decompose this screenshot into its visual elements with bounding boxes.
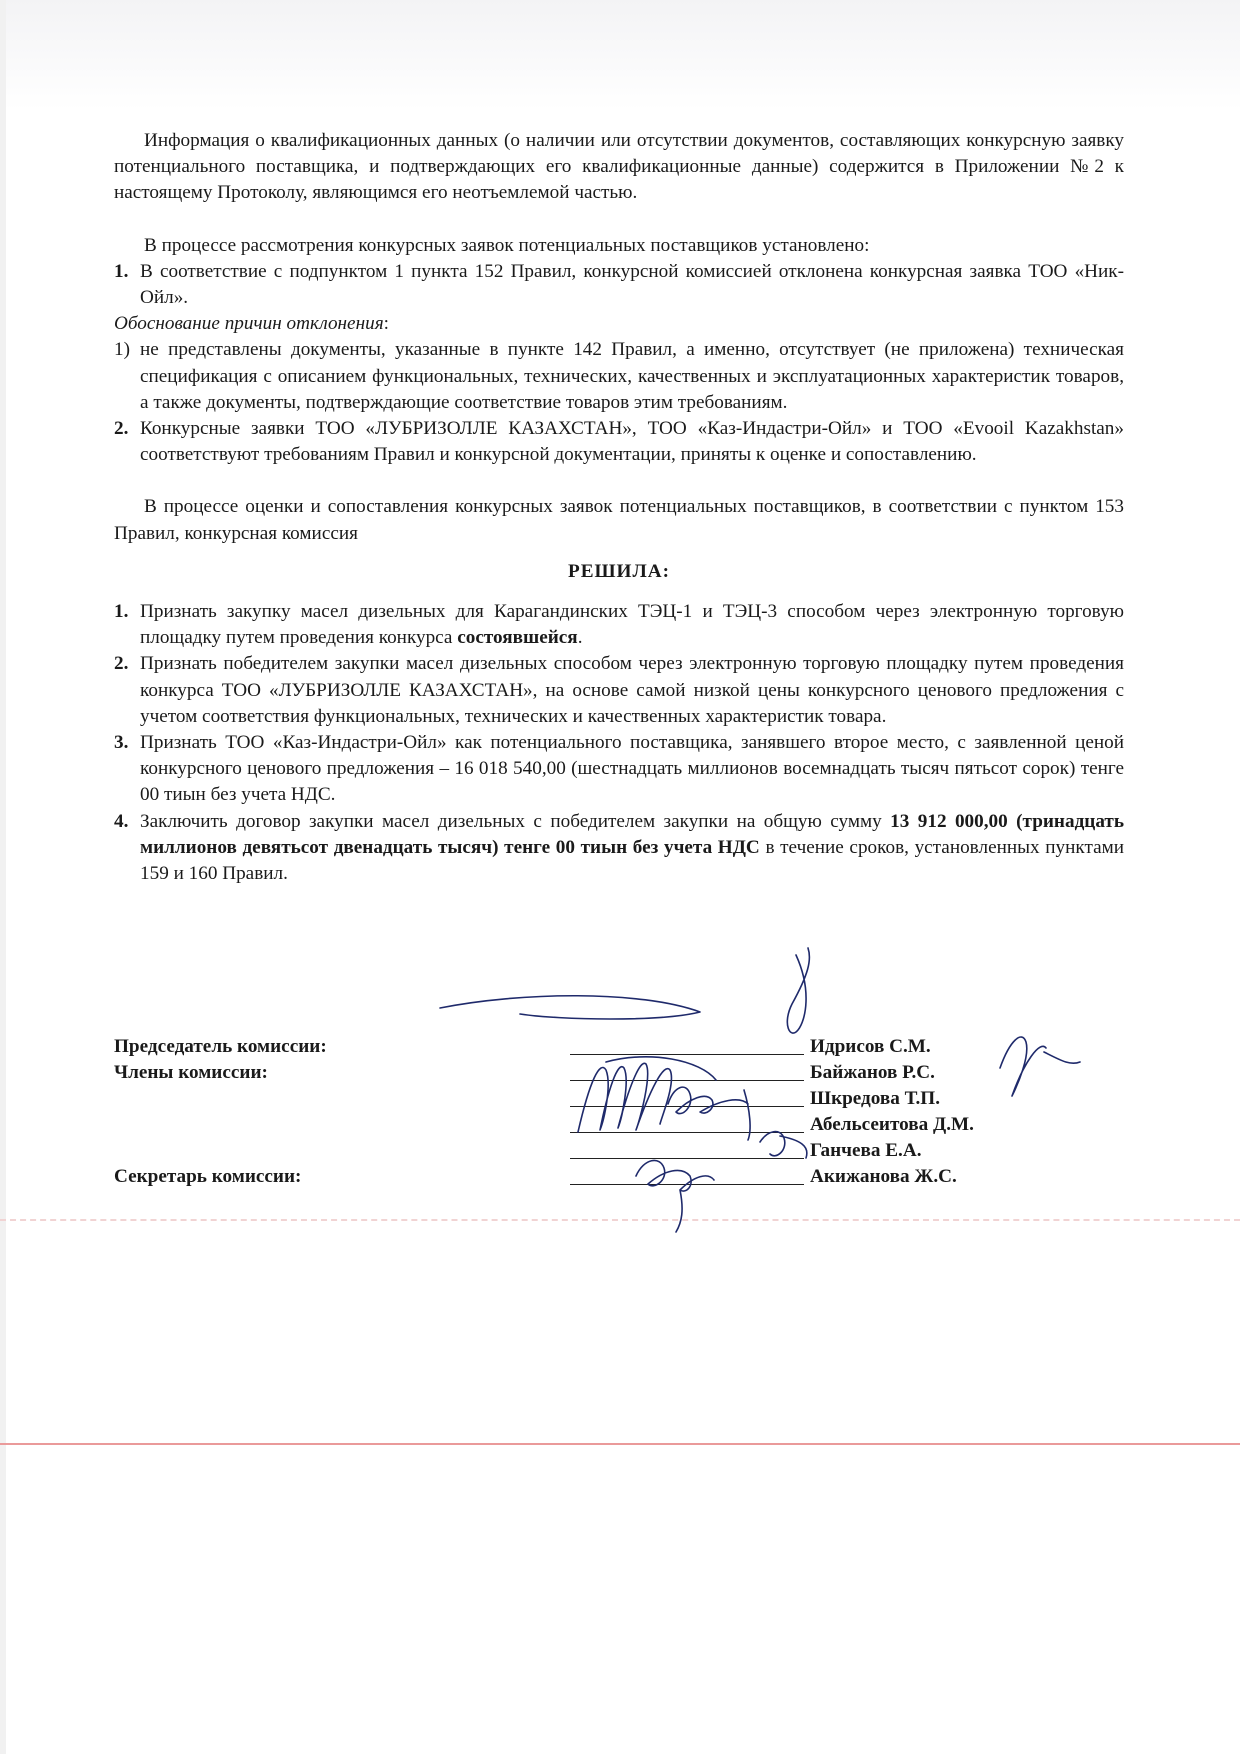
- decision-item-1-bold: состоявшейся: [457, 627, 578, 649]
- rejection-reason-label-text: Обоснование причин отклонения: [114, 313, 384, 335]
- red-margin-line: [0, 1443, 1240, 1445]
- decision-item-4-text: Заключить договор закупки масел дизельных с победителем закупки на общую сумму: [140, 810, 891, 832]
- signatory-name: Идрисов С.М.: [810, 1036, 931, 1057]
- review-item-1-text: В соответствие с подпунктом 1 пункта 152 Правил, конкурсной комиссией отклонена конкурсная заявка ТОО «Ник-Ойл».: [140, 260, 1124, 309]
- signature-line: [570, 1184, 804, 1185]
- scan-fold-line: [0, 1219, 1240, 1221]
- decision-item-1-number: 1.: [114, 601, 129, 623]
- review-item-1-number: 1.: [114, 260, 129, 282]
- signatory-name: Абельсеитова Д.М.: [810, 1114, 974, 1135]
- signatory-name: Ганчева Е.А.: [810, 1140, 922, 1161]
- review-lead: В процессе рассмотрения конкурсных заявок потенциальных поставщиков установлено:: [144, 234, 870, 256]
- signature-row: [570, 1086, 1030, 1112]
- signature-line: [570, 1054, 804, 1055]
- decision-item-4-bold: 13 912 000,00 (тринадцать миллионов девятьсот двенадцать тысяч) тенге 00 тиын без учета НДС: [140, 810, 1124, 858]
- protocol-body: [114, 128, 1124, 887]
- scan-shade: [0, 0, 1240, 110]
- rejection-reason-label: [114, 311, 1124, 337]
- signature-row: [570, 1060, 1030, 1086]
- members-label: Члены комиссии:: [114, 1062, 268, 1083]
- signature-row: [570, 1164, 1030, 1190]
- decision-item-2-number: 2.: [114, 653, 129, 675]
- decision-item-4: [114, 809, 1124, 888]
- review-item-2-number: 2.: [114, 418, 129, 440]
- signature-line: [570, 1158, 804, 1159]
- secretary-label: Секретарь комиссии:: [114, 1166, 302, 1187]
- signatory-name: Шкредова Т.П.: [810, 1088, 941, 1109]
- signature-line: [570, 1132, 804, 1133]
- signature-lines: [570, 1034, 1030, 1190]
- signature-line: [570, 1080, 804, 1081]
- signature-stroke-flourish: [440, 948, 809, 1033]
- signature-line: [570, 1106, 804, 1107]
- signature-row: [570, 1138, 1030, 1164]
- evaluation-paragraph: В процессе оценки и сопоставления конкурсных заявок потенциальных поставщиков, в соответствии с пунктом 153 Правил, конкурсная комиссия: [114, 496, 1124, 544]
- decision-item-2: [114, 651, 1124, 730]
- review-item-2: [114, 416, 1124, 468]
- reason-list: [114, 337, 1124, 468]
- decision-item-2-text: Признать победителем закупки масел дизельных способом через электронную торговую площадку путем проведения конкурса ТОО «ЛУБРИЗОЛЛЕ КАЗАХСТАН», на основе самой низкой цены конкурсного ценового предложения с учетом соответствия функциональных, технических и качественных характеристик товара.: [140, 653, 1124, 727]
- decision-item-4-end: в течение сроков, установленных пунктами 159 и 160 Правил.: [140, 836, 1124, 885]
- signature-row: [570, 1034, 1030, 1060]
- review-item-2-text: Конкурсные заявки ТОО «ЛУБРИЗОЛЛЕ КАЗАХСТАН», ТОО «Каз-Индастри-Ойл» и ТОО «Evooil Kazakhstan» соответствуют требованиям Правил и конкурсной документации, приняты к оценке и сопоставлению.: [140, 418, 1124, 466]
- reason-item-1: [114, 337, 1124, 416]
- scan-edge: [0, 0, 6, 1754]
- decision-item-1: [114, 599, 1124, 651]
- signature-row: [570, 1112, 1030, 1138]
- reason-item-1-number: 1): [114, 339, 130, 361]
- decision-item-4-number: 4.: [114, 810, 129, 832]
- decision-list: [114, 599, 1124, 887]
- decision-item-1-end: .: [577, 627, 583, 649]
- signatory-name: Акижанова Ж.С.: [810, 1166, 957, 1187]
- signature-roles: [114, 1034, 534, 1190]
- signatory-name: Байжанов Р.С.: [810, 1062, 935, 1083]
- decision-item-3-number: 3.: [114, 732, 129, 754]
- rejection-reason-colon: :: [383, 313, 389, 335]
- reason-item-1-text: не представлены документы, указанные в пункте 142 Правил, а именно, отсутствует (не приложена) техническая спецификация с описанием функциональных, технических, качественных и эксплуатационных характеристик товаров, а также документы, подтверждающие соответствие товаров этим требованиям.: [140, 339, 1124, 413]
- decision-item-3: [114, 730, 1124, 809]
- review-list: [114, 259, 1124, 311]
- decision-item-3-text: Признать ТОО «Каз-Индастри-Ойл» как потенциального поставщика, занявшего второе место, с заявленной ценой конкурсного ценового предложения – 16 018 540,00 (шестнадцать миллионов восемнадцать тысяч пятьсот сорок) тенге 00 тиын без учета НДС.: [140, 732, 1124, 806]
- qualification-info-paragraph: Информация о квалификационных данных (о наличии или отсутствии документов, составляющих конкурсную заявку потенциального поставщика, и подтверждающих его квалификационные данные) содержится в Приложении №2 к настоящему Протоколу, являющимся его неотъемлемой частью.: [114, 130, 1124, 204]
- chair-label: Председатель комиссии:: [114, 1036, 327, 1057]
- decision-heading: РЕШИЛА:: [567, 560, 671, 582]
- decision-item-1-text: Признать закупку масел дизельных для Карагандинских ТЭЦ-1 и ТЭЦ-3 способом через электронную торговую площадку путем проведения конкурса: [140, 601, 1124, 649]
- review-item-1: [114, 259, 1124, 311]
